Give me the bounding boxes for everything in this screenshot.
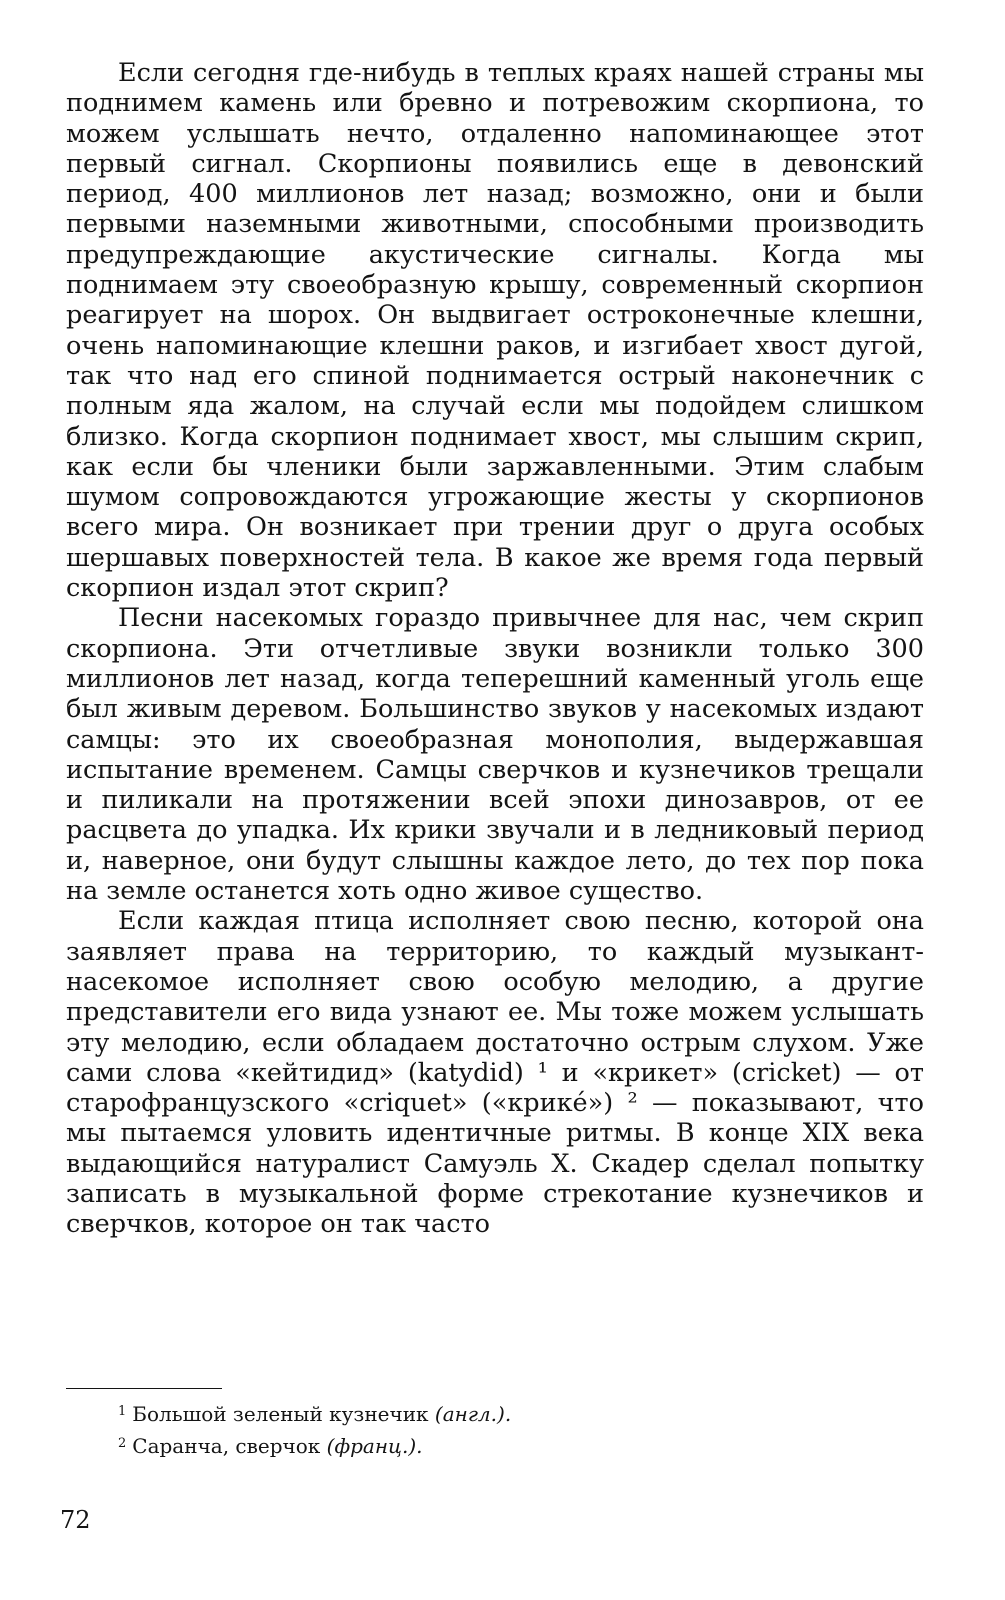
paragraph-scorpion: Если сегодня где-нибудь в теплых краях нашей страны мы поднимем камень или бревно и потревожим скорпиона, то можем услышать нечто, отдаленно напоминающее этот первый сигнал. Скорпионы появились еще в девонский период, 400 миллионов лет назад; возможно, они и были первыми наземными животными, способными производить предупреждающие акустические сигналы. Когда мы поднимаем эту своеобразную крышу, современный скорпион реагирует на шорох. Он выдвигает остроконечные клешни, очень напоминающие клешни раков, и изгибает хвост дугой, так что над его спиной поднимается острый наконечник с полным яда жалом, на случай если мы подойдем слишком близко. Когда скорпион поднимает хвост, мы слышим скрип, как если бы членики были заржавленными. Этим слабым шумом сопровождаются угрожающие жесты у скорпионов всего мира. Он возникает при трении друг о друга особых шершавых поверхностей тела. В какое же время года первый скорпион издал этот скрип? xyxy=(66,58,924,604)
footnote-2-language: (франц.). xyxy=(326,1434,423,1458)
page-body xyxy=(66,58,924,1240)
footnote-2 xyxy=(66,1429,924,1461)
paragraph-insect-songs: Песни насекомых гораздо привычнее для нас, чем скрип скорпиона. Эти отчетливые звуки возникли только 300 миллионов лет назад, когда теперешний каменный уголь еще был живым деревом. Большинство звуков у насекомых издают самцы: это их своеобразная монополия, выдержавшая испытание временем. Самцы сверчков и кузнечиков трещали и пиликали на протяжении всей эпохи динозавров, от ее расцвета до упадка. Их крики звучали и в ледниковый период и, наверное, они будут слышны каждое лето, до тех пор пока на земле останется хоть одно живое существо. xyxy=(66,603,924,907)
paragraph-insect-melody: Если каждая птица исполняет свою песню, которой она заявляет права на территорию, то каждый музыкант-насекомое исполняет свою особую мелодию, а другие представители его вида узнают ее. Мы тоже можем услышать эту мелодию, если обладаем достаточно острым слухом. Уже сами слова «кейтидид» (katydid) ¹ и «крикет» (cricket) — от старофранцузского «criquet» («крикé») ² — показывают, что мы пытаемся уловить идентичные ритмы. В конце XIX века выдающийся натуралист Самуэль Х. Скадер сделал попытку записать в музыкальной форме стрекотание кузнечиков и сверчков, которое он так часто xyxy=(66,906,924,1240)
footnote-1-language: (англ.). xyxy=(434,1402,512,1426)
footnote-1 xyxy=(66,1397,924,1429)
footnotes xyxy=(66,1388,924,1461)
footnote-2-number: 2 xyxy=(118,1436,127,1451)
page-number: 72 xyxy=(60,1506,91,1534)
footnote-1-number: 1 xyxy=(118,1404,127,1419)
footnote-divider xyxy=(66,1388,222,1389)
footnote-1-text: Большой зеленый кузнечик xyxy=(132,1402,429,1426)
footnote-2-text: Саранча, сверчок xyxy=(132,1434,321,1458)
